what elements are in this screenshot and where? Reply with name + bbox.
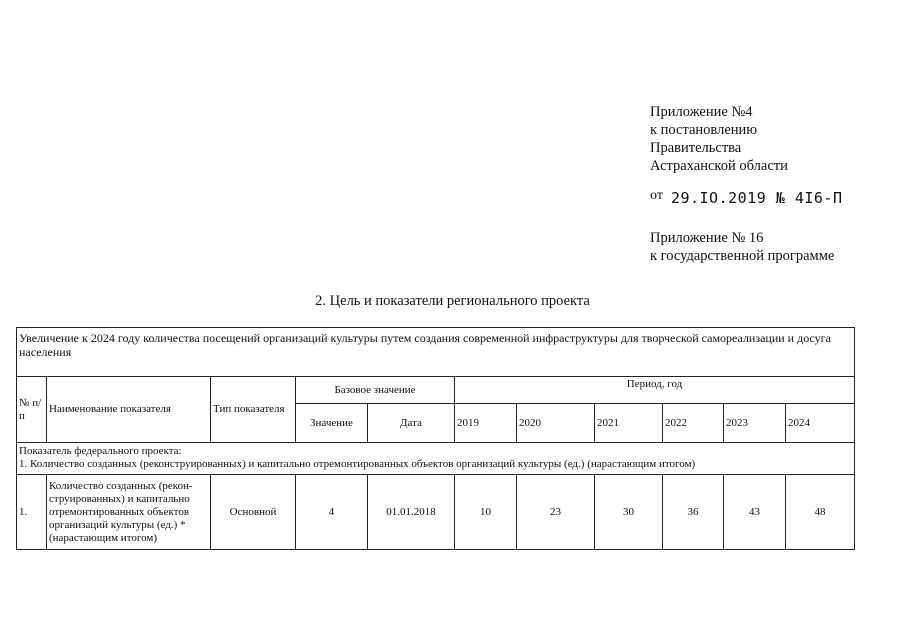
col-name-header: Наименование показателя — [47, 377, 211, 443]
section-title: 2. Цель и показатели регионального проекта — [315, 293, 590, 309]
federal-indicator-cell — [17, 443, 855, 475]
row-name: Количество созданных (рекон-струированных) и капитально отремонтированных объектов организаций культуры (ед.) * (нарастающим итогом) — [47, 475, 211, 550]
government-label: Правительства — [650, 140, 742, 156]
year-2024: 2024 — [786, 404, 855, 443]
row-value-2023: 43 — [724, 475, 786, 550]
year-2021: 2021 — [595, 404, 663, 443]
goal-text: Увеличение к 2024 году количества посещений организаций культуры путем создания современной инфраструктуры для творческой самореализации и досуга населения — [17, 328, 855, 377]
row-num: 1. — [17, 475, 47, 550]
col-base-header: Базовое значение — [296, 377, 455, 404]
year-2023: 2023 — [724, 404, 786, 443]
annex16-label: Приложение № 16 — [650, 230, 764, 246]
decree-date-number: 29.IO.2019 № 4I6-П — [670, 189, 843, 207]
table-row — [17, 475, 855, 550]
row-base-value: 4 — [296, 475, 368, 550]
federal-label: Показатель федерального проекта: — [19, 445, 182, 457]
decree-from-label: от — [650, 188, 663, 203]
col-base-date-header: Дата — [368, 404, 455, 443]
row-value-2022: 36 — [663, 475, 724, 550]
year-2020: 2020 — [517, 404, 595, 443]
row-base-date: 01.01.2018 — [368, 475, 455, 550]
to-program-label: к государственной программе — [650, 248, 835, 264]
decree-line — [650, 189, 843, 209]
year-2019: 2019 — [455, 404, 517, 443]
col-type-header: Тип показателя — [211, 377, 296, 443]
indicators-table — [16, 327, 855, 550]
col-period-header: Период, год — [455, 377, 855, 404]
col-base-value-header: Значение — [296, 404, 368, 443]
annex-label: Приложение №4 — [650, 104, 753, 120]
col-num-header: № п/п — [17, 377, 47, 443]
row-value-2019: 10 — [455, 475, 517, 550]
row-type: Основной — [211, 475, 296, 550]
region-label: Астраханской области — [650, 158, 788, 174]
goal-row — [17, 328, 855, 377]
row-value-2020: 23 — [517, 475, 595, 550]
row-value-2021: 30 — [595, 475, 663, 550]
document-header — [650, 103, 843, 265]
federal-text: 1. Количество созданных (реконструированных) и капитально отремонтированных объектов организаций культуры (ед.) (нарастающим итогом) — [19, 458, 696, 470]
to-decree-label: к постановлению — [650, 122, 758, 138]
row-value-2024: 48 — [786, 475, 855, 550]
year-2022: 2022 — [663, 404, 724, 443]
federal-indicator-row — [17, 443, 855, 475]
header-row-1 — [17, 377, 855, 404]
